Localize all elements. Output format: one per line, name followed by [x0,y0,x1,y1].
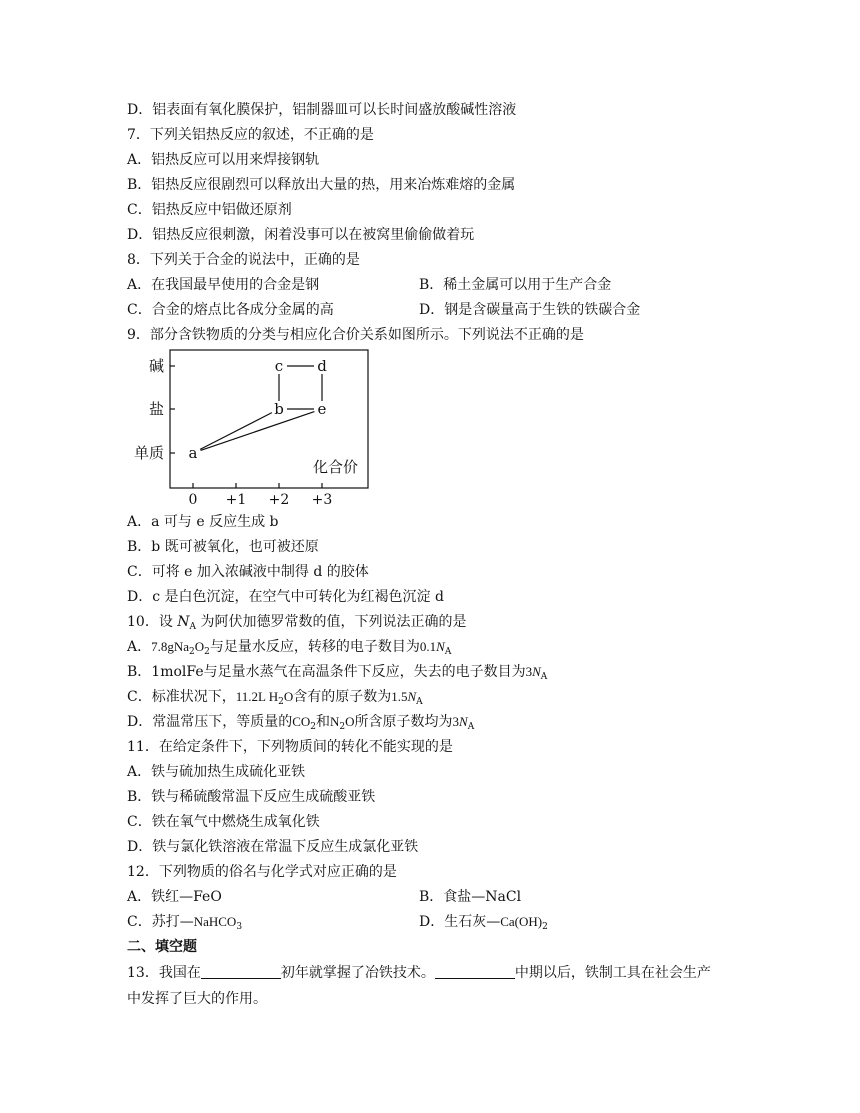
y-tick-label: 单质 [133,444,164,462]
point-e: e [317,400,327,418]
q12-d-formula: Ca(OH) [500,914,543,929]
q10-a-mid: 与足量水反应，转移的电子数目为 [209,639,420,655]
q12-c-pre: C．苏打— [127,914,194,930]
q10-b-val: 3 [525,664,533,679]
q10-stem [127,612,466,637]
q7-option-a: A．铝热反应可以用来焊接钢轨 [127,152,320,168]
q12-d-sub: 2 [542,922,548,932]
avogadro-symbol: N [177,614,190,630]
q13-part1: 13．我国在 [127,965,201,981]
y-tick-label: 盐 [148,400,164,418]
q8-stem: 8．下列关于合金的说法中，正确的是 [127,252,360,268]
iron-valence-diagram [133,344,380,509]
q10-stem-post: 为阿伏加德罗常数的值，下列说法正确的是 [196,614,467,630]
q13-part2: 初年就掌握了冶铁技术。 [280,965,435,981]
q10-b-pre: B． [127,664,152,680]
q9-option-b: B．b 既可被氧化，也可被还原 [127,539,319,555]
q7-option-b: B．铝热反应很剧烈可以释放出大量的热，用来冶炼难熔的金属 [127,177,516,193]
q13-part3: 中期以后，铁制工具在社会生产 [514,965,711,981]
q10-option-c [127,687,423,712]
x-tick-label: +2 [268,492,290,508]
point-d: d [317,357,327,375]
q10-c-f1: 11.2L H [235,689,279,704]
q8-option-d: D．钢是含碳量高于生铁的铁碳合金 [419,302,641,318]
q9-option-a: A．a 可与 e 反应生成 b [127,514,279,530]
q10-option-a [127,637,451,662]
q13-blank-1[interactable] [201,964,281,979]
x-axis-label: 化合价 [312,458,358,476]
q10-d-sub1: 2 [310,722,317,732]
q12-option-c [127,912,242,937]
q12-c-sub: 3 [236,922,243,932]
link-a-b [200,413,272,450]
q8-option-c: C．合金的熔点比各成分金属的高 [127,302,334,318]
q9-option-c: C．可将 e 加入浓碱液中制得 d 的胶体 [127,564,369,580]
q10-a-pre: A． [127,639,152,655]
q11-option-c: C．铁在氧气中燃烧生成氧化铁 [127,814,320,830]
q10-option-b [127,662,547,687]
q12-stem: 12．下列物质的俗名与化学式对应正确的是 [127,864,397,880]
q10-c-val: 1.5 [391,689,408,704]
q8-option-b: B．稀土金属可以用于生产合金 [419,277,612,293]
q12-option-b: B．食盐—NaCl [419,889,522,905]
q12-d-pre: D．生石灰— [419,914,501,930]
q10-stem-pre: 10．设 [127,614,178,630]
q10-b-na-sub: A [540,672,548,682]
q10-a-sub2: 2 [204,647,210,657]
link-a-e [201,412,315,451]
q10-d-na-sub: A [467,722,475,732]
q12-c-formula: NaHCO [193,914,237,929]
q6-option-d: D．铝表面有氧化膜保护，铝制器皿可以长时间盛放酸碱性溶液 [127,102,517,118]
q11-stem: 11．在给定条件下，下列物质间的转化不能实现的是 [127,739,453,755]
point-b: b [274,400,284,418]
q9-option-d: D．c 是白色沉淀，在空气中可转化为红褐色沉淀 d [127,589,444,605]
q10-d-mid: 所含原子数均为 [354,714,453,730]
q10-d-and: 和 [316,714,331,730]
q10-d-n: N [330,714,340,729]
q10-b-body: 1molFe与足量水蒸气在高温条件下反应，失去的电子数目为 [151,664,526,680]
q10-c-na: N [407,689,417,704]
q12-option-d [419,912,548,937]
q10-d-na: N [459,714,468,729]
q10-c-o: O [283,689,294,704]
q10-a-sub1: 2 [189,647,195,657]
x-tick-label: 0 [188,492,198,508]
avogadro-sub: A [189,622,197,632]
q7-option-d: D．铝热反应很刺激，闲着没事可以在被窝里偷偷做着玩 [127,227,475,243]
y-tick-label: 碱 [148,357,164,375]
q11-option-d: D．铁与氯化铁溶液在常温下反应生成氯化亚铁 [127,839,419,855]
q10-d-co: CO [292,714,311,729]
point-c: c [274,357,284,375]
q8-option-a: A．在我国最早使用的合金是钢 [127,277,320,293]
q10-a-val: 0.1 [419,639,437,654]
q11-option-a: A．铁与硫加热生成硫化亚铁 [127,764,306,780]
q10-a-o: O [194,639,205,654]
x-tick-label: +3 [311,492,333,508]
q10-c-pre: C．标准状况下， [127,689,236,705]
q10-c-mid: 含有的原子数为 [293,689,392,705]
q13-line1 [127,963,711,983]
q10-d-o: O [345,714,355,729]
q10-d-sub2: 2 [339,722,346,732]
q10-a-formula: 7.8gNa [151,639,190,654]
q10-c-na-sub: A [416,697,423,707]
q10-a-na: N [436,639,445,654]
q9-stem: 9．部分含铁物质的分类与相应化合价关系如图所示。下列说法不正确的是 [127,327,584,343]
x-tick-label: +1 [225,492,247,508]
q10-a-na-sub: A [444,647,452,657]
q10-c-sub: 2 [278,697,284,707]
q7-stem: 7．下列关铝热反应的叙述，不正确的是 [127,127,374,143]
q11-option-b: B．铁与稀硫酸常温下反应生成硫酸亚铁 [127,789,376,805]
point-a: a [188,444,198,462]
q12-option-a: A．铁红—FeO [127,889,222,905]
q7-option-c: C．铝热反应中铝做还原剂 [127,202,292,218]
q10-option-d [127,712,474,737]
q13-blank-2[interactable] [435,964,515,979]
q10-d-val: 3 [452,714,460,729]
q10-b-na: N [532,664,541,679]
section-heading: 二、填空题 [127,939,197,955]
q13-line2: 中发挥了巨大的作用。 [127,991,267,1007]
q10-d-pre: D．常温常压下，等质量的 [127,714,293,730]
